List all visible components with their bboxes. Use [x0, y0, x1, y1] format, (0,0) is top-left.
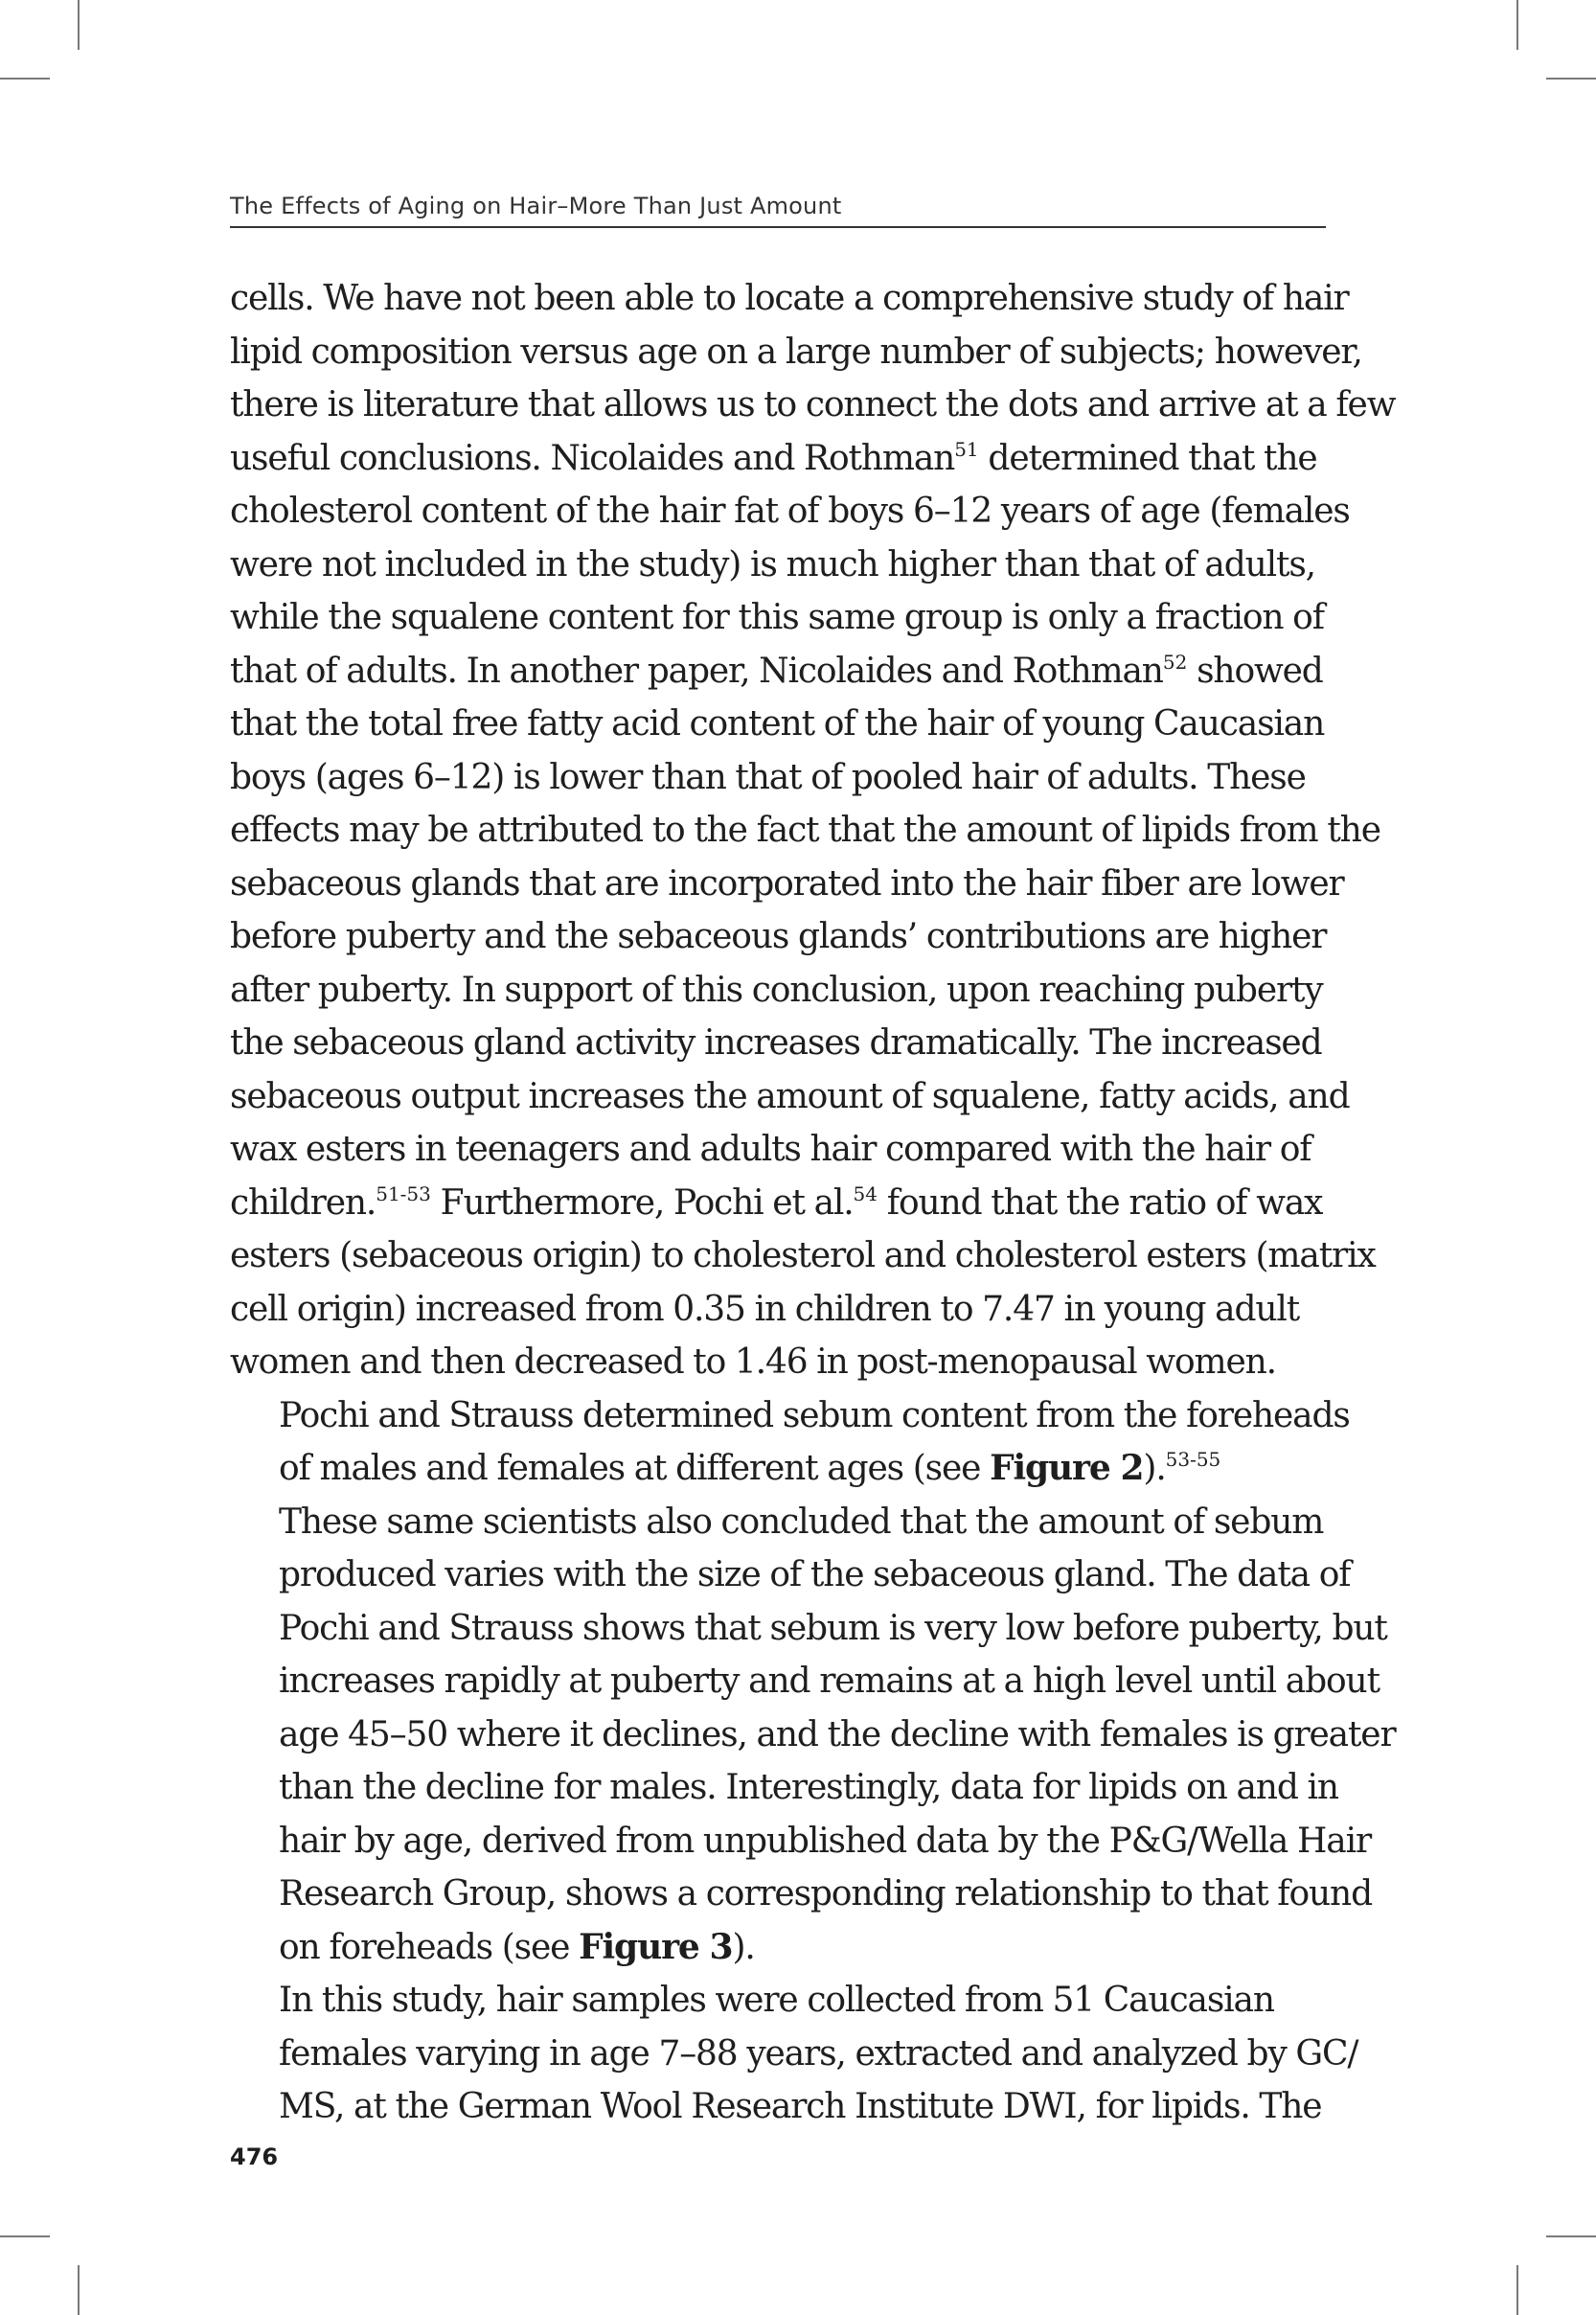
text-line [230, 645, 1332, 699]
text-line [230, 539, 1332, 592]
text-run: effects may be attributed to the fact that the amount of lipids from the [230, 811, 1380, 850]
text-run: sebaceous output increases the amount of squalene, fatty acids, and [230, 1076, 1350, 1116]
text-run: after puberty. In support of this conclusion, upon reaching puberty [230, 970, 1323, 1010]
crop-mark-top-left-h [0, 78, 50, 80]
figure-reference: Figure 3 [579, 1926, 733, 1967]
text-run: while the squalene content for this same group is only a fraction of [230, 598, 1324, 637]
text-line [230, 1655, 1379, 1708]
text-line [230, 1761, 1338, 1815]
text-run: cells. We have not been able to locate a comprehensive study of hair [230, 279, 1349, 318]
text-line [230, 804, 1380, 858]
text-run: ). [1143, 1449, 1166, 1488]
crop-mark-top-right [1516, 0, 1518, 50]
text-run: cholesterol content of the hair fat of boys 6–12 years of age (females [230, 492, 1350, 531]
text-line [230, 1442, 1332, 1496]
citation-superscript: 51-53 [376, 1181, 431, 1205]
text-line [230, 591, 1332, 645]
text-run: age 45–50 where it declines, and the decline with females is greater [279, 1714, 1396, 1754]
text-run: of males and females at different ages (see [279, 1449, 991, 1488]
text-line [230, 1548, 1351, 1602]
text-line [230, 1815, 1372, 1868]
crop-mark-bottom-left [78, 2265, 80, 2315]
text-line [230, 1868, 1372, 1921]
text-run: found that the ratio of wax [878, 1182, 1323, 1223]
crop-mark-bottom-left-h [0, 2235, 50, 2237]
text-line [230, 1336, 1332, 1389]
crop-mark-bottom-right [1516, 2265, 1518, 2315]
text-line [230, 378, 1396, 432]
text-line [230, 2028, 1358, 2081]
citation-superscript: 51 [954, 437, 979, 461]
text-line [230, 432, 1332, 486]
running-head: The Effects of Aging on Hair–More Than Just Amount [230, 193, 842, 219]
text-run: sebaceous glands that are incorporated into the hair fiber are lower [230, 863, 1344, 904]
text-run: Research Group, shows a corresponding relationship to that found [279, 1874, 1372, 1914]
text-line [230, 1229, 1376, 1283]
text-run: were not included in the study) is much higher than that of adults, [230, 544, 1315, 584]
text-run: hair by age, derived from unpublished data by the P&G/Wella Hair [279, 1821, 1372, 1861]
text-run: wax esters in teenagers and adults hair compared with the hair of [230, 1130, 1311, 1169]
text-run: produced varies with the size of the sebaceous gland. The data of [279, 1555, 1351, 1594]
crop-mark-bottom-right-h [1546, 2235, 1596, 2237]
text-run: lipid composition versus age on a large number of subjects; however, [230, 332, 1362, 372]
text-line [230, 326, 1362, 379]
text-run: the sebaceous gland activity increases dramatically. The increased [230, 1023, 1322, 1063]
body-text [230, 272, 1396, 2134]
text-line [230, 1921, 1332, 1975]
text-line [230, 485, 1350, 539]
crop-mark-top-left [78, 0, 80, 50]
text-run: children. [230, 1182, 376, 1223]
text-run: women and then decreased to 1.46 in post-menopausal women. [230, 1342, 1276, 1382]
text-run: increases rapidly at puberty and remains at a high level until about [279, 1662, 1379, 1701]
citation-superscript: 54 [853, 1181, 878, 1205]
page-number: 476 [230, 2143, 279, 2170]
paragraph [230, 1389, 1350, 1496]
text-run: esters (sebaceous origin) to cholesterol and cholesterol esters (matrix [230, 1236, 1376, 1275]
text-line [230, 858, 1344, 911]
text-line [230, 1708, 1396, 1762]
text-run: cell origin) increased from 0.35 in children to 7.47 in young adult [230, 1289, 1300, 1329]
paragraph [230, 1496, 1396, 1975]
citation-superscript: 52 [1162, 650, 1188, 674]
citation-superscript: 53-55 [1165, 1448, 1221, 1471]
text-run: showed [1187, 651, 1323, 691]
text-line [230, 910, 1332, 964]
paragraph [230, 272, 1396, 1389]
text-run: females varying in age 7–88 years, extracted and analyzed by GC/ [279, 2033, 1358, 2074]
text-line [230, 964, 1332, 1018]
text-run: there is literature that allows us to connect the dots and arrive at a few [230, 385, 1396, 424]
text-run: Furthermore, Pochi et al. [430, 1182, 854, 1223]
text-line [230, 272, 1349, 326]
text-line [230, 751, 1332, 805]
text-run: MS, at the German Wool Research Institute DWI, for lipids. The [279, 2087, 1322, 2126]
text-run: determined that the [978, 438, 1317, 478]
text-run: that the total free fatty acid content of the hair of young Caucasian [230, 704, 1325, 744]
text-line [230, 1974, 1332, 2028]
text-line [230, 1496, 1332, 1549]
text-line [230, 698, 1332, 751]
text-run: useful conclusions. Nicolaides and Rothman [230, 438, 955, 478]
text-run: Pochi and Strauss determined sebum content from the foreheads [279, 1395, 1350, 1435]
running-head-rule [230, 226, 1326, 228]
text-line [230, 1070, 1350, 1124]
text-run: Pochi and Strauss shows that sebum is very low before puberty, but [279, 1608, 1387, 1648]
crop-mark-top-right-h [1546, 78, 1596, 80]
text-run: ). [732, 1927, 755, 1967]
text-line [230, 1389, 1350, 1443]
figure-reference: Figure 2 [990, 1448, 1144, 1488]
text-run: on foreheads (see [279, 1927, 580, 1967]
text-line [230, 1123, 1332, 1177]
text-run: before puberty and the sebaceous glands’ contributions are higher [230, 917, 1327, 956]
text-line [230, 1017, 1332, 1070]
text-line [230, 2080, 1332, 2134]
text-run: boys (ages 6–12) is lower than that of pooled hair of adults. These [230, 757, 1306, 797]
paragraph [230, 1974, 1358, 2134]
text-run: that of adults. In another paper, Nicolaides and Rothman [230, 651, 1163, 691]
text-line [230, 1283, 1332, 1337]
text-run: These same scientists also concluded that the amount of sebum [279, 1501, 1324, 1542]
text-run: In this study, hair samples were collected from 51 Caucasian [279, 1981, 1274, 2020]
text-run: than the decline for males. Interestingly, data for lipids on and in [279, 1768, 1338, 1807]
text-line [230, 1602, 1387, 1656]
text-line [230, 1177, 1332, 1230]
